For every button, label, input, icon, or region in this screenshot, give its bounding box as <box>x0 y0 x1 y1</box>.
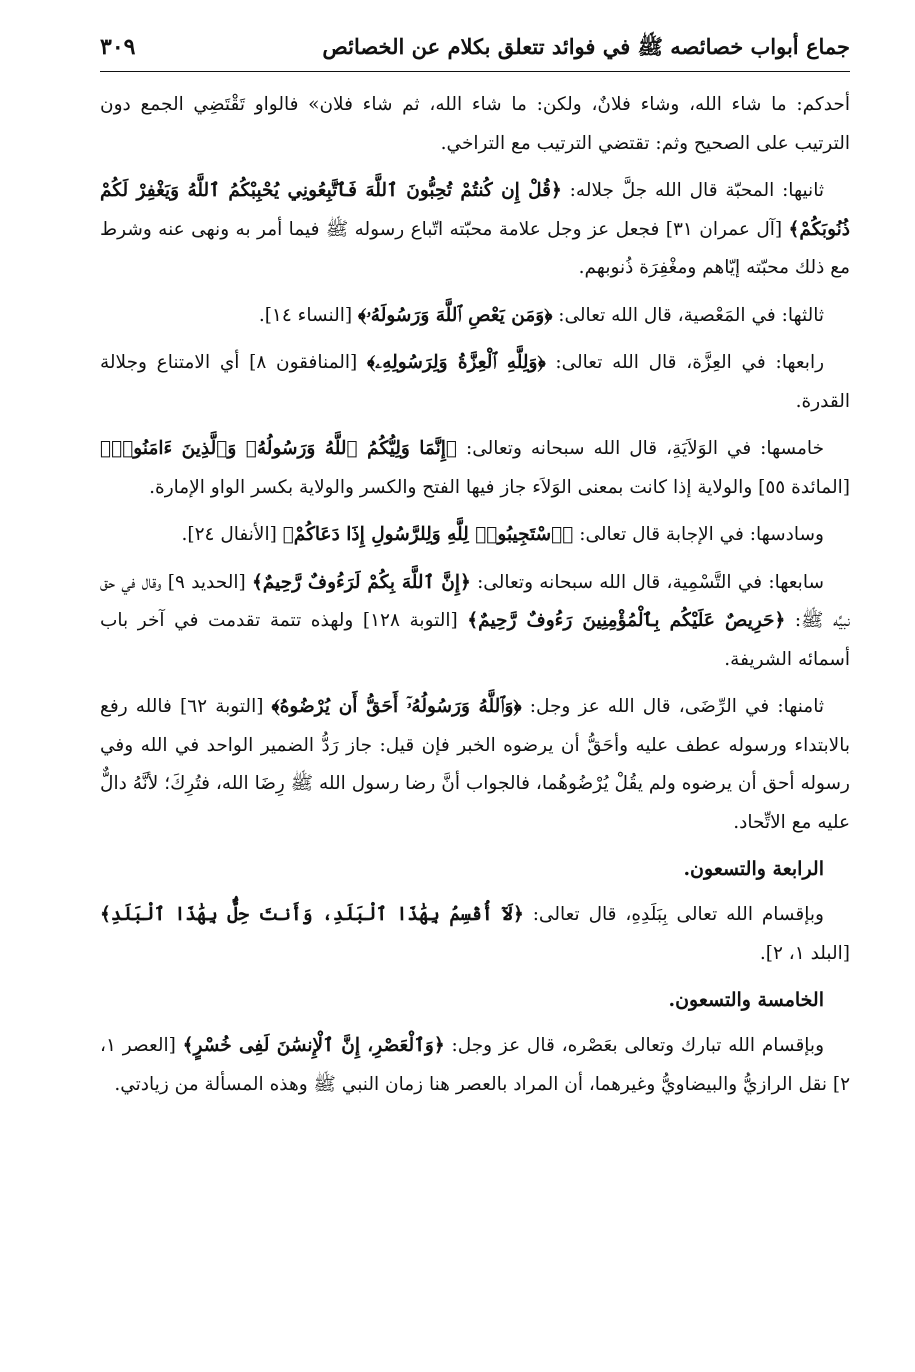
text-run: وبإقسام الله تبارك وتعالى بعَصْره، قال عز وجل: <box>444 1035 825 1056</box>
text-run: ثانيها: المحبّة قال الله جلَّ جلاله: <box>561 180 824 201</box>
quran-verse: ﴿وَٱللَّهُ وَرَسُولُهُۥٓ أَحَقُّ أَن يُرْضُوهُ﴾ <box>271 696 522 717</box>
paragraph <box>100 564 850 680</box>
quran-verse: ﴿لَآ أُقْسِمُ بِهَٰذَا ٱلْبَلَدِ، وَأَنتَ حِلٌّۢ بِهَٰذَا ٱلْبَلَدِ﴾ <box>100 904 524 925</box>
quran-verse: ﴿وَلِلَّهِ ٱلْعِزَّةُ وَلِرَسُولِهِۦ﴾ <box>366 352 546 373</box>
quran-verse: ﴿وَٱلْعَصْرِ، إِنَّ ٱلْإِنسَٰنَ لَفِى خُسْرٍ﴾ <box>182 1035 445 1056</box>
paragraph <box>100 896 850 973</box>
text-run: [التوبة ٦٢] فالله رفع بالابتداء ورسوله عطف عليه وأحَقُّ أن يرضوه الخبر فإن قيل: جاز رَدُّ الضمير الواحد في الله وفي رسوله أحق أن يرضوه ولم يقُلْ يُرْضُوهُما، فالجواب أنَّ رضا رسول الله ﷺ رِضَا الله، فتُرِكَ؛ لأنَّهُ دالٌّ عليه مع الاتِّحاد. <box>100 696 850 833</box>
quran-verse: ﴿قُلْ إِن كُنتُمْ تُحِبُّونَ ٱللَّهَ فَٱتَّبِعُونِي يُحْبِبْكُمُ ٱللَّهُ وَيَغْفِرْ لَكُمْ ذُنُوبَكُمْ﴾ <box>100 180 851 240</box>
quran-verse: ﴿إِنَّ ٱللَّهَ بِكُمْ لَرَءُوفٌ رَّحِيمٌ﴾ <box>251 571 471 593</box>
text-run: رابعها: في العِزَّة، قال الله تعالى: <box>545 352 825 373</box>
paragraph <box>100 516 850 555</box>
text-run: وسادسها: في الإجابة قال تعالى: <box>573 524 824 545</box>
text-run: [آل عمران ٣١] فجعل عز وجل علامة محبّته اتّباع رسوله ﷺ فيما أمر به ونهى عنه وشرط مع ذلك محبّته إيّاهم ومغْفِرَة ذُنوبهم. <box>100 218 850 278</box>
text-run: [العصر ١، ٢] نقل الرازيُّ والبيضاويُّ وغيرهما، أن المراد بالعصر هنا زمان النبي ﷺ وهذه المسألة من زيادتي. <box>100 1035 850 1095</box>
paragraph <box>100 688 850 842</box>
paragraph <box>100 172 850 288</box>
text-run: ثامنها: في الرِّضَى، قال الله عز وجل: <box>521 696 824 717</box>
text-run: خامسها: في الوَلاَيَةِ، قال الله سبحانه وتعالى: <box>457 438 825 459</box>
paragraph <box>100 1027 850 1104</box>
text-run: ثالثها: في المَعْصية، قال الله تعالى: <box>552 304 824 326</box>
text-run: [المائدة ٥٥] والولاية إذا كانت بمعنى الوَلاَء جاز فيها الفتح والكسر والولاية بكسر الواو الإمارة. <box>149 476 850 498</box>
book-page <box>100 34 850 1113</box>
paragraph <box>100 430 850 507</box>
running-title: جماع أبواب خصائصه ﷺ في فوائد تتعلق بكلام عن الخصائص <box>322 34 850 59</box>
text-run: سابعها: في التَّسْمِية، قال الله سبحانه وتعالى: <box>470 571 824 593</box>
text-run: [المنافقون ٨] أي الامتناع وجلالة القدرة. <box>100 352 850 412</box>
running-header <box>100 34 850 72</box>
page-body <box>100 86 850 1104</box>
paragraph <box>100 344 850 421</box>
text-run: أحدكم: ما شاء الله، وشاء فلانٌ، ولكن: ما شاء الله، ثم شاء فلان» فالواو تَقْتَضِي الجمع دون الترتيب على الصحيح وثم: تقتضي الترتيب مع التراخي. <box>100 94 850 154</box>
quran-verse: ﴿إِنَّمَا وَلِيُّكُمُ ٱللَّهُ وَرَسُولُهُۥ وَٱلَّذِينَ ءَامَنُوا۟﴾ <box>100 438 458 459</box>
text-run: [التوبة ١٢٨] ولهذه تتمة تقدمت في آخر باب أسمائه الشريفة. <box>100 610 850 670</box>
text-run: [الحديد ٩] وقال في حق نبيِّه ﷺ: <box>100 571 851 631</box>
quran-verse: ﴿حَرِيصٌ عَلَيْكُم بِٱلْمُؤْمِنِينَ رَءُوفٌ رَّحِيمٌ﴾ <box>467 610 786 631</box>
text-run: وبإقسام الله تعالى بِبَلَدِهِ، قال تعالى: <box>523 904 824 925</box>
page-number: ٣٠٩ <box>100 34 136 60</box>
quran-verse: ﴿وَمَن يَعْصِ ٱللَّهَ وَرَسُولَهُۥ﴾ <box>357 304 553 326</box>
section-heading: الخامسة والتسعون. <box>668 989 824 1011</box>
quran-verse: ﴿ٱسْتَجِيبُوا۟ لِلَّهِ وَلِلرَّسُولِ إِذَا دَعَاكُمْ﴾ <box>282 524 574 545</box>
section-heading: الرابعة والتسعون. <box>683 858 824 880</box>
text-run: [البلد ١، ٢]. <box>759 942 850 964</box>
paragraph <box>100 86 850 163</box>
text-run: [النساء ١٤]. <box>258 304 358 326</box>
text-run: [الأنفال ٢٤]. <box>181 524 283 545</box>
paragraph <box>100 297 850 336</box>
